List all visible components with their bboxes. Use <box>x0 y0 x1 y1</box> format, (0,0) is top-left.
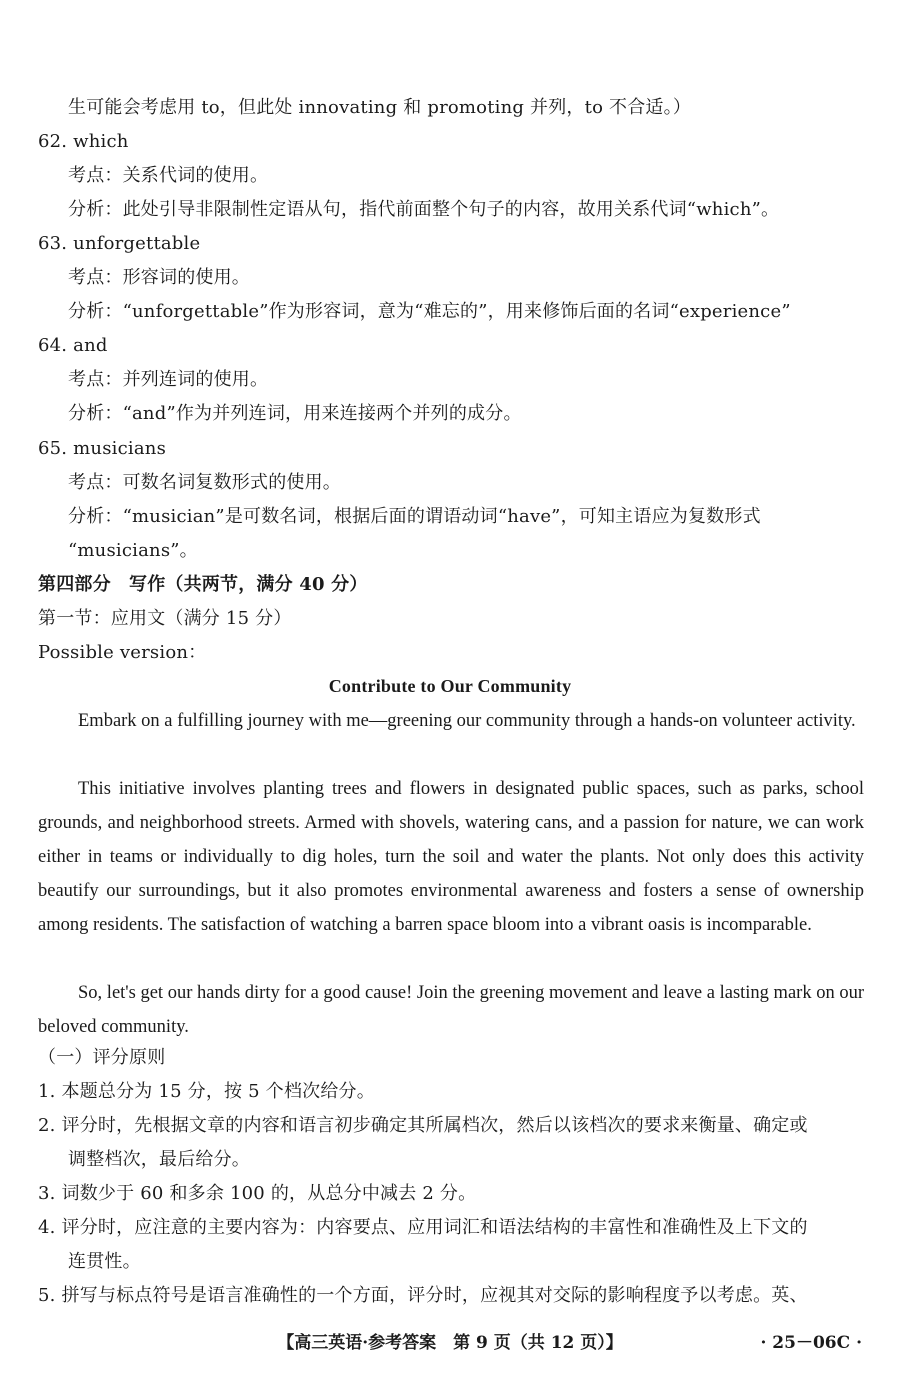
question-64-answer: 64. and <box>38 335 108 356</box>
essay-paragraph-1: Embark on a fulfilling journey with me—greening our community through a hands-on volunteer activity. <box>78 711 856 731</box>
question-64-analysis: 分析：“and”作为并列连词，用来连接两个并列的成分。 <box>68 403 522 424</box>
rubric-item-2-line2: 调整档次，最后给分。 <box>68 1149 250 1170</box>
rubric-item-5: 5. 拼写与标点符号是语言准确性的一个方面，评分时，应视其对交际的影响程度予以考虑。英、 <box>38 1285 808 1306</box>
section-one-heading: 第一节：应用文（满分 15 分） <box>38 608 292 629</box>
question-62-answer: 62. which <box>38 131 129 152</box>
question-65-analysis-line1: 分析：“musician”是可数名词，根据后面的谓语动词“have”，可知主语应为复数形式 <box>68 506 761 527</box>
question-62-analysis: 分析：此处引导非限制性定语从句，指代前面整个句子的内容，故用关系代词“which”。 <box>68 199 780 220</box>
question-63-answer: 63. unforgettable <box>38 233 201 254</box>
rubric-heading: （一）评分原则 <box>38 1047 166 1068</box>
essay-paragraph-2: This initiative involves planting trees and flowers in designated public spaces, such as parks, school grounds, and neighborhood streets. Armed with shovels, watering cans, and a passion for nature, we can work either in teams or individually to dig holes, turn the soil and water the plants. Not only does this activity beautify our surroundings, but it also promotes environmental awareness and fosters a sense of ownership among residents. The satisfaction of watching a barren space bloom into a vibrant oasis is incomparable. <box>38 779 864 935</box>
question-64-point: 考点：并列连词的使用。 <box>68 369 269 390</box>
rubric-item-2-line1: 2. 评分时，先根据文章的内容和语言初步确定其所属档次，然后以该档次的要求来衡量、确定或 <box>38 1115 808 1136</box>
part-four-heading: 第四部分 写作（共两节，满分 40 分） <box>38 574 368 595</box>
essay-paragraph-3: So, let's get our hands dirty for a good cause! Join the greening movement and leave a lasting mark on our beloved community. <box>38 983 864 1037</box>
question-65-point: 考点：可数名词复数形式的使用。 <box>68 472 341 493</box>
continued-explanation-line: 生可能会考虑用 to，但此处 innovating 和 promoting 并列，to 不合适。） <box>68 97 692 118</box>
rubric-item-4-line2: 连贯性。 <box>68 1251 141 1272</box>
document-code: · 25－06C · <box>760 1333 862 1353</box>
page-footer-label: 【高三英语·参考答案 第 9 页（共 12 页）】 <box>277 1333 623 1353</box>
question-63-point: 考点：形容词的使用。 <box>68 267 250 288</box>
possible-version-label: Possible version： <box>38 642 207 663</box>
question-62-point: 考点：关系代词的使用。 <box>68 165 269 186</box>
question-65-analysis-line2: “musicians”。 <box>68 540 198 561</box>
rubric-item-3: 3. 词数少于 60 和多余 100 的，从总分中减去 2 分。 <box>38 1183 477 1204</box>
question-65-answer: 65. musicians <box>38 438 167 459</box>
rubric-item-4-line1: 4. 评分时，应注意的主要内容为：内容要点、应用词汇和语法结构的丰富性和准确性及上下文的 <box>38 1217 808 1238</box>
essay-title: Contribute to Our Community <box>328 676 572 696</box>
rubric-item-1: 1. 本题总分为 15 分，按 5 个档次给分。 <box>38 1081 375 1102</box>
question-63-analysis: 分析：“unforgettable”作为形容词，意为“难忘的”，用来修饰后面的名词“experience” <box>68 301 791 322</box>
